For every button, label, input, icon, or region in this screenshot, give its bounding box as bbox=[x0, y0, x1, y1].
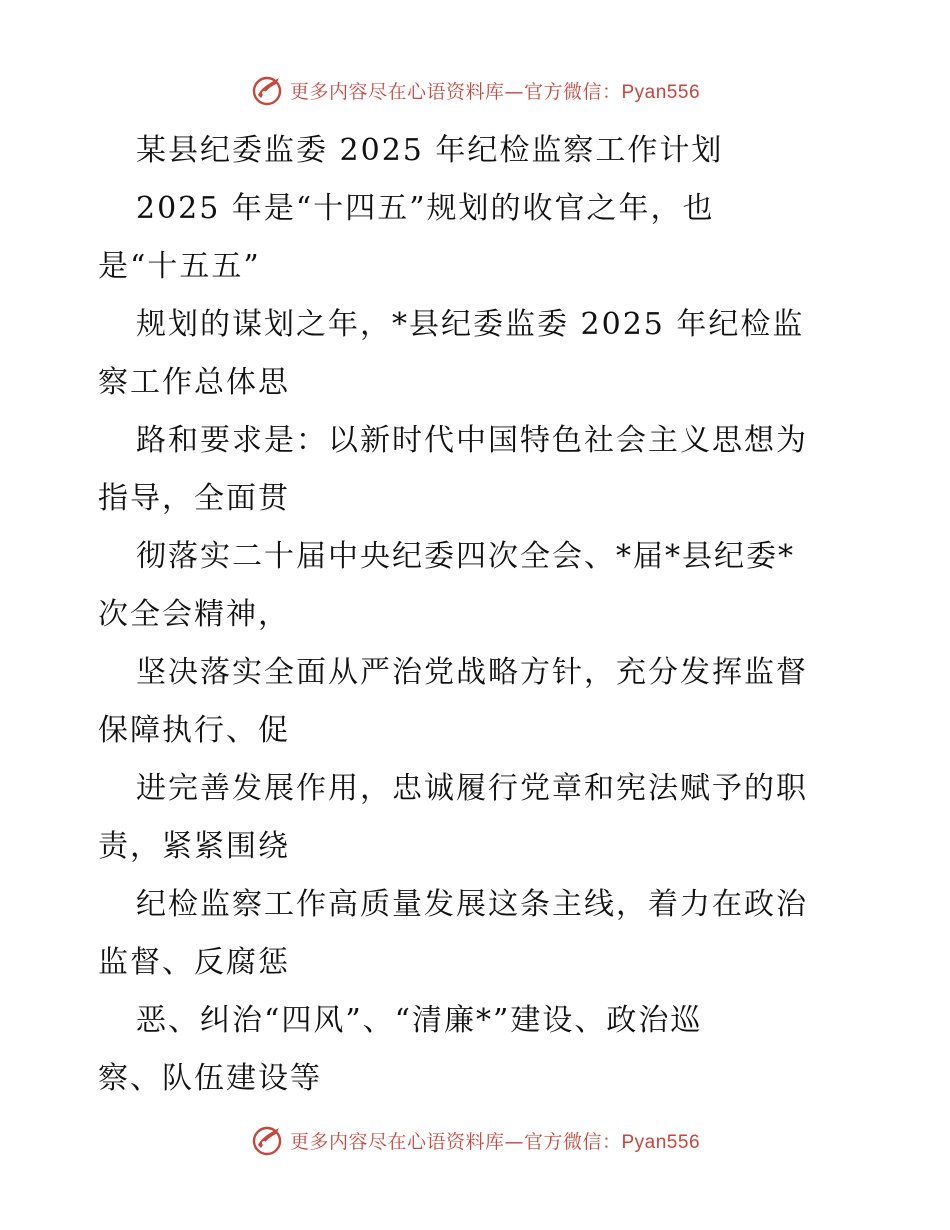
document-line: 进完善发展作用，忠诚履行党章和宪法赋予的职 bbox=[136, 771, 808, 806]
watermark-separator: — bbox=[504, 80, 524, 103]
watermark-handle: Pyan556 bbox=[621, 1131, 701, 1153]
watermark-official: 官方微信： bbox=[523, 80, 622, 103]
document-line: 某县纪委监委 2025 年纪检监察工作计划 bbox=[136, 133, 724, 168]
pen-logo-icon bbox=[250, 73, 284, 107]
document-line: 规划的谋划之年，*县纪委监委 2025 年纪检监 bbox=[136, 307, 805, 342]
document-line: 次全会精神， bbox=[98, 597, 290, 632]
watermark-text bbox=[290, 77, 700, 104]
document-line: 监督、反腐惩 bbox=[98, 945, 290, 980]
watermark-banner-top bbox=[0, 70, 950, 110]
watermark-banner-bottom bbox=[0, 1120, 950, 1160]
document-line: 纪检监察工作高质量发展这条主线，着力在政治 bbox=[136, 887, 808, 922]
watermark-separator: — bbox=[504, 1130, 524, 1153]
document-line: 保障执行、促 bbox=[98, 713, 290, 748]
watermark-handle: Pyan556 bbox=[621, 81, 701, 103]
watermark-official: 官方微信： bbox=[523, 1130, 622, 1153]
document-line: 2025 年是“十四五”规划的收官之年，也 bbox=[136, 191, 715, 226]
watermark-library: 更多内容尽在心语资料库 bbox=[289, 80, 505, 103]
document-line: 指导，全面贯 bbox=[98, 481, 290, 516]
document-line: 坚决落实全面从严治党战略方针，充分发挥监督 bbox=[136, 655, 808, 690]
document-body bbox=[98, 122, 868, 1108]
document-line: 恶、纠治“四风”、“清廉*”建设、政治巡 bbox=[136, 1003, 703, 1038]
document-line: 是“十五五” bbox=[98, 249, 261, 284]
watermark-text bbox=[290, 1127, 700, 1154]
watermark-library: 更多内容尽在心语资料库 bbox=[289, 1130, 505, 1153]
document-line: 彻落实二十届中央纪委四次全会、*届*县纪委* bbox=[136, 539, 795, 574]
pen-logo-icon bbox=[250, 1123, 284, 1157]
document-line: 察、队伍建设等 bbox=[98, 1061, 322, 1096]
document-line: 察工作总体思 bbox=[98, 365, 290, 400]
document-line: 责，紧紧围绕 bbox=[98, 829, 290, 864]
document-line: 路和要求是：以新时代中国特色社会主义思想为 bbox=[136, 423, 808, 458]
